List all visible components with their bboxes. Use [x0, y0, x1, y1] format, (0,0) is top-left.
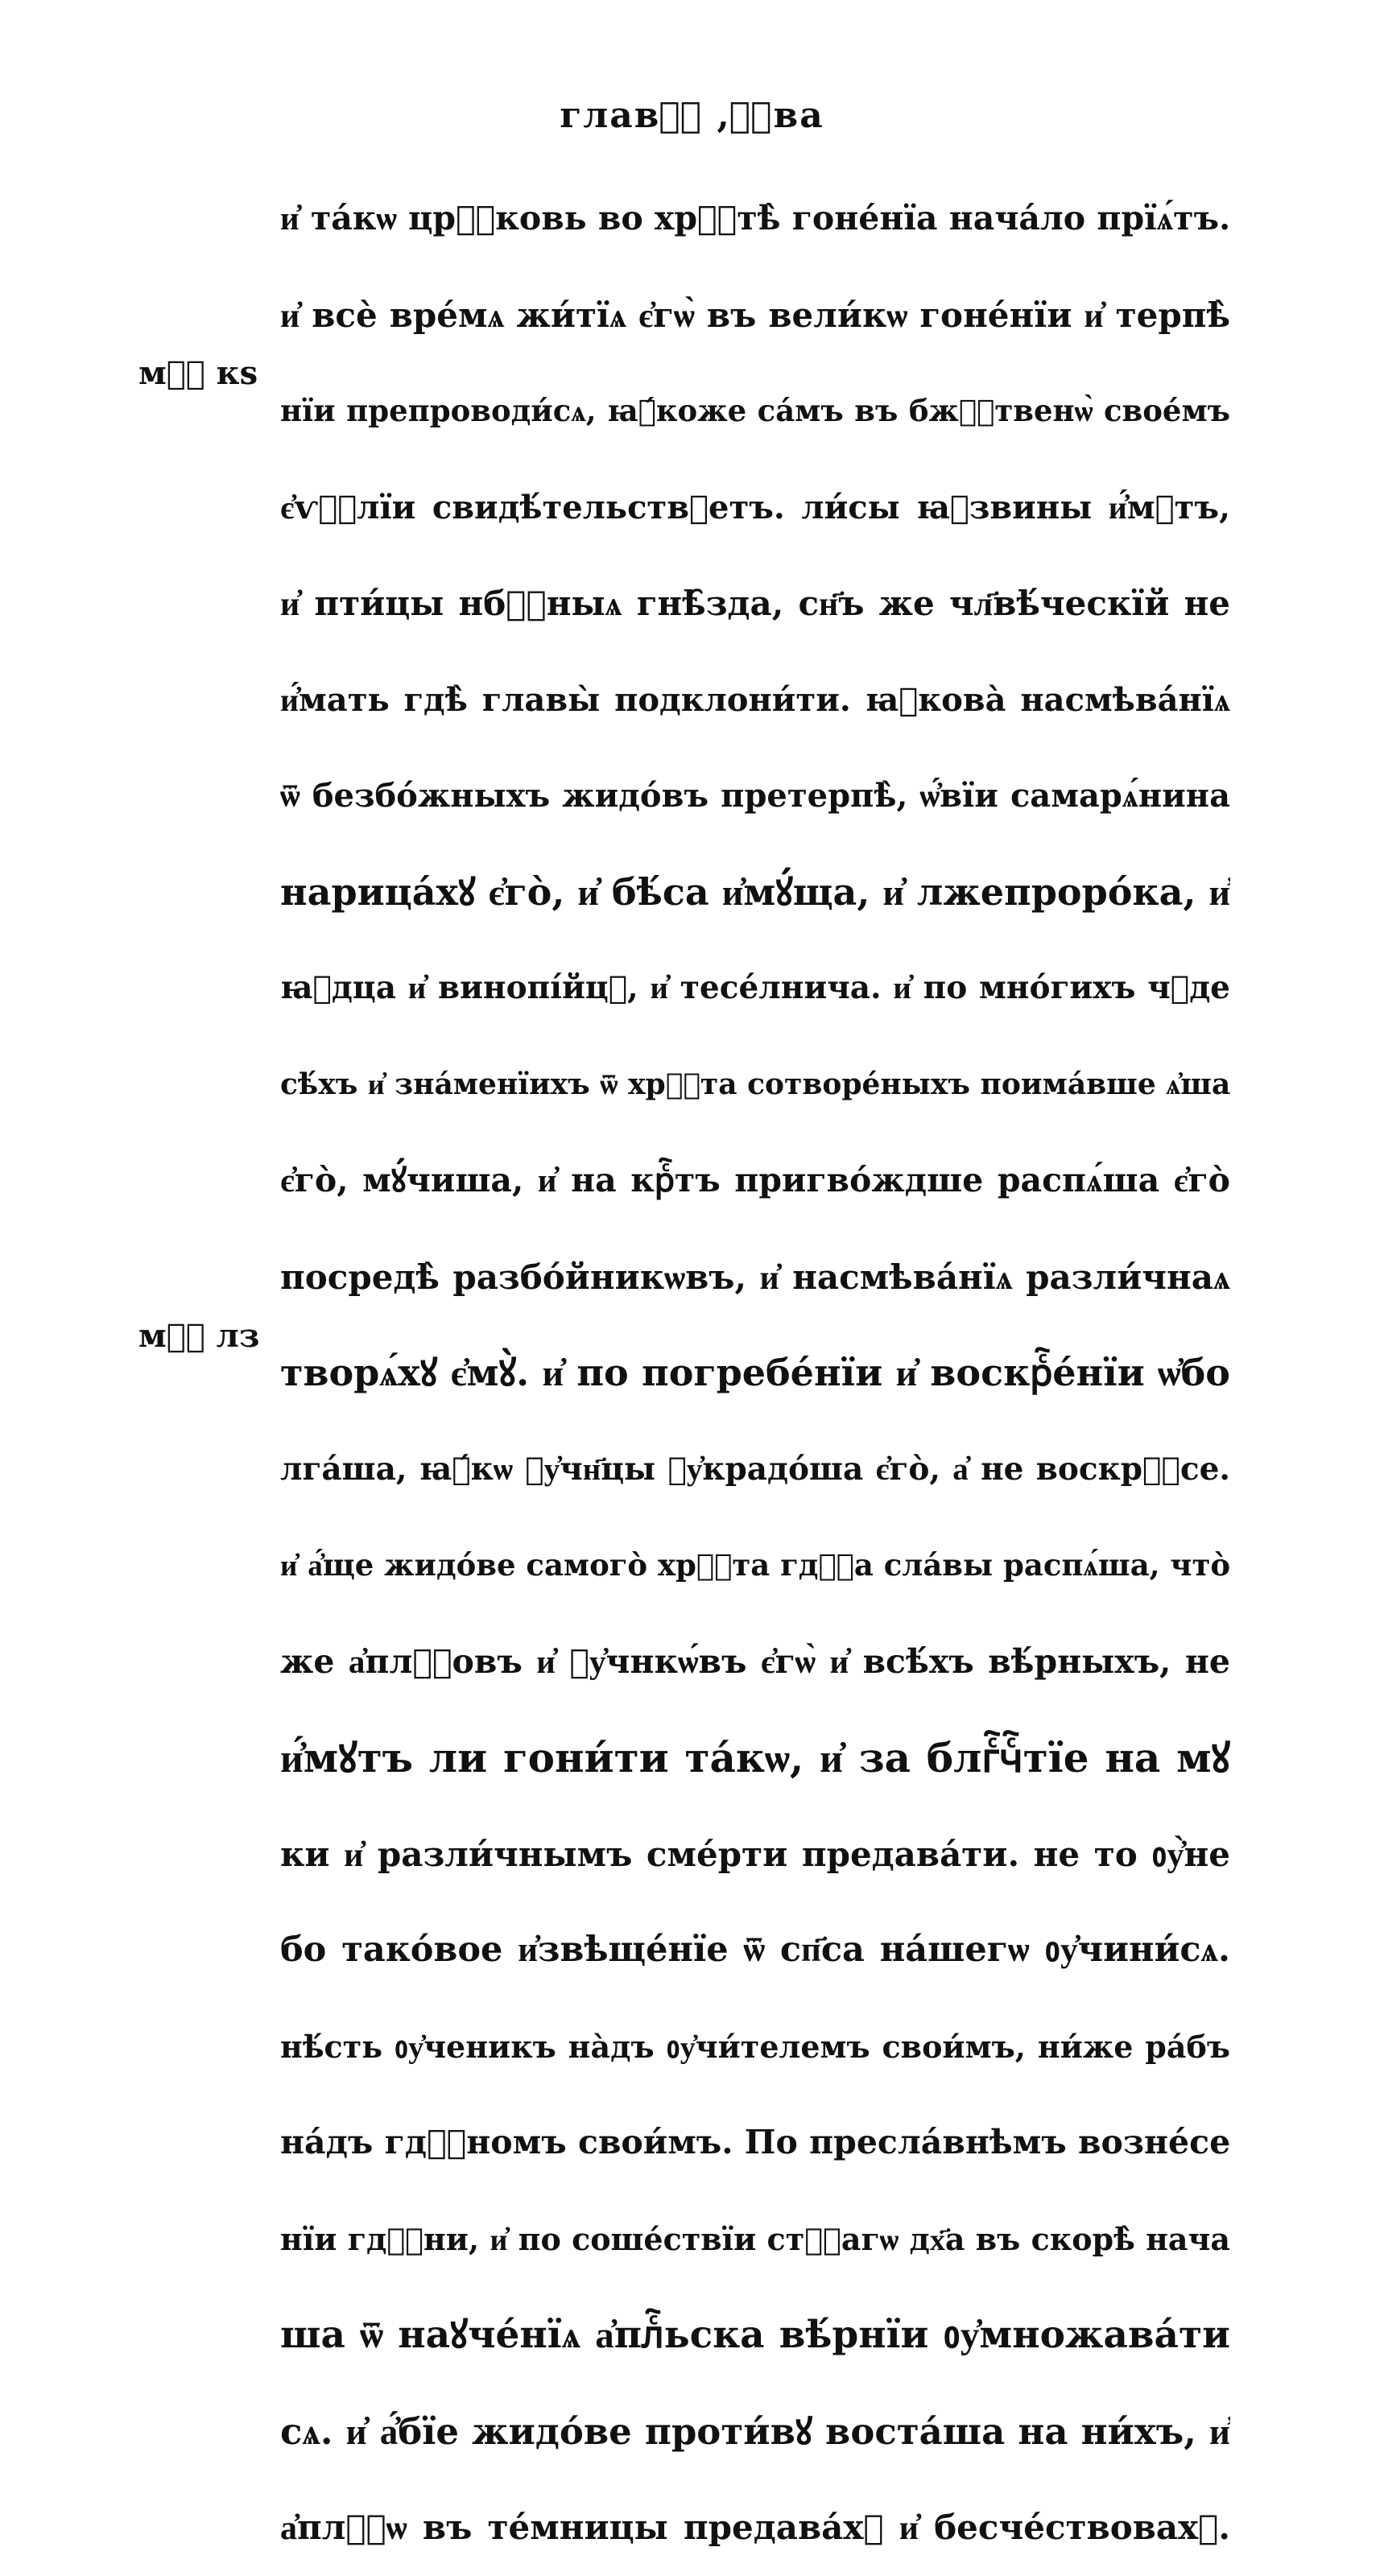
text-line: сѧ. и҆ а҆́бїе жидо́ве проти́вꙋ воста́ша на ни́хъ, и҆: [280, 2409, 1230, 2453]
text-line: нїи препроводи́сѧ, ꙗ҆́коже са́мъ въ бжⷭ҇твенѡ̀ свое́мъ: [280, 393, 1230, 428]
text-line: нарица́хꙋ є҆го̀, и҆ бѣ́са и҆мꙋ́ща, и҆ лжепроро́ка, и҆: [280, 869, 1230, 914]
text-line: лга́ша, ꙗ҆́кѡ ᲂу҆чн҃цы ᲂу҆крадо́ша є҆го̀, а҆ не воскрⷭ҇се.: [280, 1450, 1230, 1488]
text-line: сѣ́хъ и҆ зна́менїихъ ѿ хрⷭ҇та сотворе́ныхъ поима́вше ѧ҆ша: [280, 1067, 1230, 1101]
text-line: ша ѿ наꙋче́нїѧ а҆плⷭ҇ьска вѣ́рнїи ᲂу҆множава́ти: [280, 2313, 1230, 2357]
chapter-header: главⷶ҇ ,ⷡ҇ва: [560, 95, 824, 136]
text-line: ки и҆ разли́чнымъ сме́рти предава́ти. не то ᲂу҆̀не: [280, 1834, 1230, 1874]
text-line: творѧ́хꙋ є҆мꙋ̀. и҆ по погребе́нїи и҆ воскрⷭ҇е́нїи ѡ҆бо: [280, 1351, 1230, 1394]
text-line: нѣ́сть ᲂу҆ченикъ на̀дъ ᲂу҆чи́телемъ свои́мъ, ни́же ра́бъ: [280, 2028, 1230, 2065]
text-line: нїи гдⷭ҇ни, и҆ по соше́ствїи стⷭ҇агѡ дх҃а въ скорѣ̀ нача: [280, 2220, 1230, 2257]
text-line: є҆го̀, мꙋ́чиша, и҆ на крⷭ҇тъ пригво́ждше распѧ́ша є҆го̀: [280, 1161, 1230, 1199]
text-line: бо тако́вое и҆звѣще́нїе ѿ сп҃са на́шегѡ ᲂу҆чини́сѧ.: [280, 1930, 1230, 1970]
margin-reference: мⷶ҇ кѕ: [138, 354, 258, 392]
text-body: [280, 171, 1230, 2576]
text-line: и҆́мать гдѣ̀ главы̀ подклони́ти. ꙗ҆кова̀ насмѣва́нїѧ: [280, 680, 1230, 719]
text-line: и҆ та́кѡ црⷭ҇ковь во хрⷭ҇тѣ̀ гоне́нїа нача́ло прїѧ́тъ.: [280, 199, 1230, 237]
text-line: а҆плⷭ҇ѡ въ те́мницы предава́хꙋ и҆ бесче́ствовахꙋ.: [280, 2508, 1230, 2547]
text-line: и҆ а҆́ще жидо́ве самого̀ хрⷭ҇та гдⷭ҇а сла́вы распѧ́ша, что̀: [280, 1547, 1230, 1583]
text-line: на́дъ гдⷭ҇номъ свои́мъ. По преслáвнѣмъ возне́се: [280, 2123, 1230, 2161]
text-line: и҆́мꙋтъ ли гони́ти та́кѡ, и҆ за блгⷭ҇чⷭ҇тїе на мꙋ: [280, 1734, 1230, 1781]
text-line: же а҆плⷭ҇овъ и҆ ᲂу҆чнкѡ́въ є҆гѡ̀ и҆ всѣ́хъ вѣ́рныхъ, не: [280, 1641, 1230, 1681]
text-line: и҆ всѐ вре́мѧ жи́тїѧ є҆гѡ̀ въ вели́кѡ гоне́нїи и҆ терпѣ̀: [280, 295, 1230, 335]
text-line: и҆ пти́цы нбⷭ҇ныѧ гнѣ̑зда, сн҃ъ же чл҃вѣ́ческїй не: [280, 584, 1230, 623]
margin-reference: мⷶ҇ лз: [138, 1317, 260, 1355]
text-line: ꙗ҆дца и҆ винопі́йцꙋ, и҆ тесе́лнича. и҆ по мно́гихъ чꙋде: [280, 969, 1230, 1006]
text-line: ѿ безбо́жныхъ жидо́въ претерпѣ̀, ѡ҆́вїи самарѧ́нина: [280, 777, 1230, 815]
text-line: посредѣ̀ разбо́йникѡвъ, и҆ насмѣва́нїѧ разли́чнаѧ: [280, 1257, 1230, 1297]
text-line: є҆ѵⷢ҇лїи свидѣ́тельствꙋетъ. ли́сы ꙗ҆звины и҆́мꙋтъ,: [280, 488, 1230, 526]
